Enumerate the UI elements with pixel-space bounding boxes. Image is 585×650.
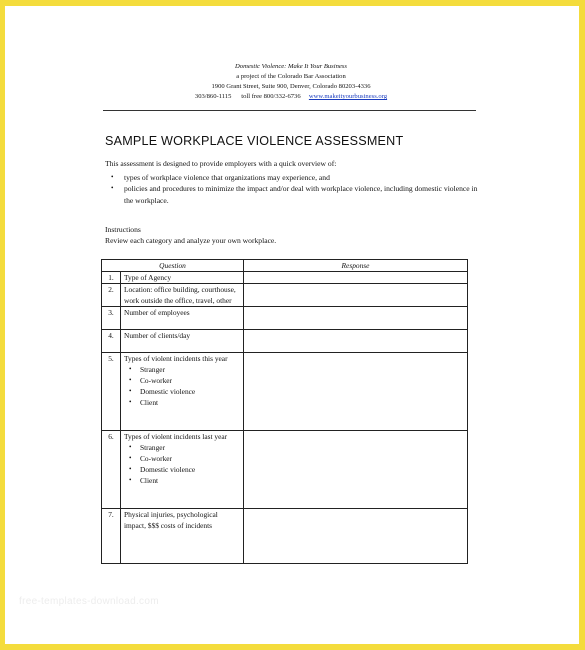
row-response[interactable]	[244, 431, 468, 509]
list-item: • Client	[140, 475, 240, 486]
letterhead-contact	[101, 92, 481, 102]
row-number: 4.	[102, 330, 121, 353]
letterhead-project: a project of the Colorado Bar Association	[236, 73, 346, 80]
list-item: • Client	[140, 397, 240, 408]
document-title: SAMPLE WORKPLACE VIOLENCE ASSESSMENT	[105, 134, 404, 148]
list-item: • Domestic violence	[140, 464, 240, 475]
row-question: Number of clients/day	[121, 330, 244, 353]
letterhead-phone: 303/860-1115	[194, 93, 232, 100]
row-question-cell	[121, 431, 244, 509]
letterhead-toll-free: toll free 800/332-6736	[241, 93, 301, 100]
row-number: 5.	[102, 353, 121, 431]
instructions-heading: Instructions	[105, 225, 141, 234]
row-bullets	[124, 442, 240, 486]
row-response[interactable]	[244, 353, 468, 431]
table-row	[102, 272, 468, 284]
table-row	[102, 431, 468, 509]
watermark: free-templates-download.com	[19, 596, 159, 607]
table-row	[102, 353, 468, 431]
row-bullets	[124, 364, 240, 408]
list-item: • Stranger	[140, 442, 240, 453]
intro-bullet: • types of workplace violence that organizations may experience, and	[124, 172, 480, 184]
table-header-row	[102, 260, 468, 272]
question-header: Question	[102, 260, 244, 272]
intro-bullet: • policies and procedures to minimize the impact and/or deal with workplace violence, including domestic violence in the workplace.	[124, 183, 480, 206]
row-question: Location: office building, courthouse, work outside the office, travel, other	[121, 284, 244, 307]
row-question-cell	[121, 353, 244, 431]
assessment-table	[101, 259, 468, 564]
row-question: Number of employees	[121, 307, 244, 330]
row-question: Type of Agency	[121, 272, 244, 284]
letterhead	[101, 62, 481, 102]
table-row	[102, 284, 468, 307]
intro-bullets	[105, 172, 480, 207]
table-row	[102, 307, 468, 330]
table-row	[102, 509, 468, 564]
row-number: 3.	[102, 307, 121, 330]
letterhead-org: Domestic Violence: Make It Your Business	[235, 63, 347, 70]
row-question: Types of violent incidents this year	[124, 354, 228, 363]
document-page	[5, 6, 579, 644]
row-response[interactable]	[244, 330, 468, 353]
row-question: Types of violent incidents last year	[124, 432, 228, 441]
row-response[interactable]	[244, 272, 468, 284]
list-item: • Co-worker	[140, 453, 240, 464]
intro-lead: This assessment is designed to provide employers with a quick overview of:	[105, 159, 337, 168]
instructions-section	[105, 224, 276, 246]
row-number: 1.	[102, 272, 121, 284]
row-question: Physical injuries, psychological impact, $$$ costs of incidents	[121, 509, 244, 564]
row-response[interactable]	[244, 284, 468, 307]
list-item: • Co-worker	[140, 375, 240, 386]
row-number: 2.	[102, 284, 121, 307]
row-number: 6.	[102, 431, 121, 509]
instructions-text: Review each category and analyze your own workplace.	[105, 236, 277, 245]
list-item: • Domestic violence	[140, 386, 240, 397]
intro-section	[105, 158, 480, 206]
response-header: Response	[244, 260, 468, 272]
row-response[interactable]	[244, 509, 468, 564]
website-link[interactable]: www.makeityourbusiness.org	[308, 93, 388, 100]
header-divider	[103, 110, 476, 111]
letterhead-address: 1900 Grant Street, Suite 900, Denver, Colorado 80203-4336	[211, 83, 371, 90]
row-response[interactable]	[244, 307, 468, 330]
table-row	[102, 330, 468, 353]
row-number: 7.	[102, 509, 121, 564]
list-item: • Stranger	[140, 364, 240, 375]
